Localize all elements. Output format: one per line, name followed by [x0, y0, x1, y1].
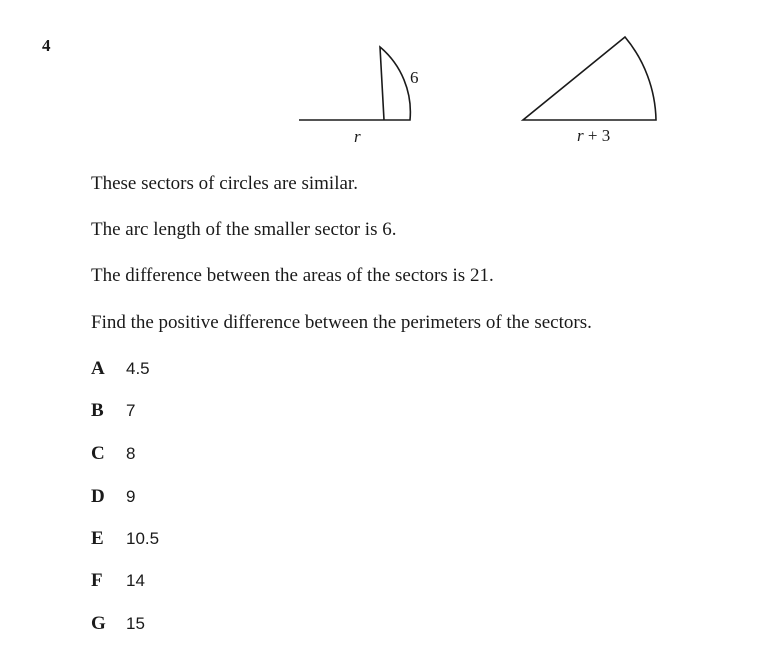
- option-letter: A: [91, 358, 105, 379]
- statement-similar: These sectors of circles are similar.: [91, 173, 358, 194]
- option-e[interactable]: [91, 528, 159, 550]
- option-letter: F: [91, 570, 103, 591]
- option-letter: B: [91, 400, 104, 421]
- option-letter: D: [91, 486, 105, 507]
- question-number: 4: [42, 36, 51, 55]
- option-letter: E: [91, 528, 104, 549]
- large-sector: [523, 37, 656, 120]
- option-d[interactable]: [91, 486, 135, 508]
- statement-arc-length: The arc length of the smaller sector is 6.: [91, 219, 397, 240]
- small-sector: [299, 47, 410, 120]
- option-value: 9: [126, 487, 136, 506]
- option-g[interactable]: [91, 613, 145, 635]
- option-value: 4.5: [126, 359, 150, 378]
- option-value: 8: [126, 444, 136, 463]
- large-sector-radius-var: r: [577, 126, 584, 145]
- option-a[interactable]: [91, 358, 150, 380]
- option-value: 14: [126, 571, 145, 590]
- option-c[interactable]: [91, 443, 135, 465]
- small-sector-arc-label: 6: [410, 68, 419, 87]
- statement-area-difference: The difference between the areas of the sectors is 21.: [91, 265, 494, 286]
- option-letter: G: [91, 613, 106, 634]
- option-value: 10.5: [126, 529, 160, 548]
- option-f[interactable]: [91, 570, 145, 592]
- option-letter: C: [91, 443, 105, 464]
- small-sector-radius-label: r: [354, 127, 361, 146]
- question-prompt: Find the positive difference between the perimeters of the sectors.: [91, 312, 592, 333]
- option-b[interactable]: [91, 400, 135, 422]
- large-sector-radius-label: [577, 126, 610, 145]
- large-sector-radius-rest: + 3: [583, 126, 611, 145]
- option-value: 15: [126, 614, 145, 633]
- sectors-diagram: [0, 0, 773, 160]
- option-value: 7: [126, 401, 136, 420]
